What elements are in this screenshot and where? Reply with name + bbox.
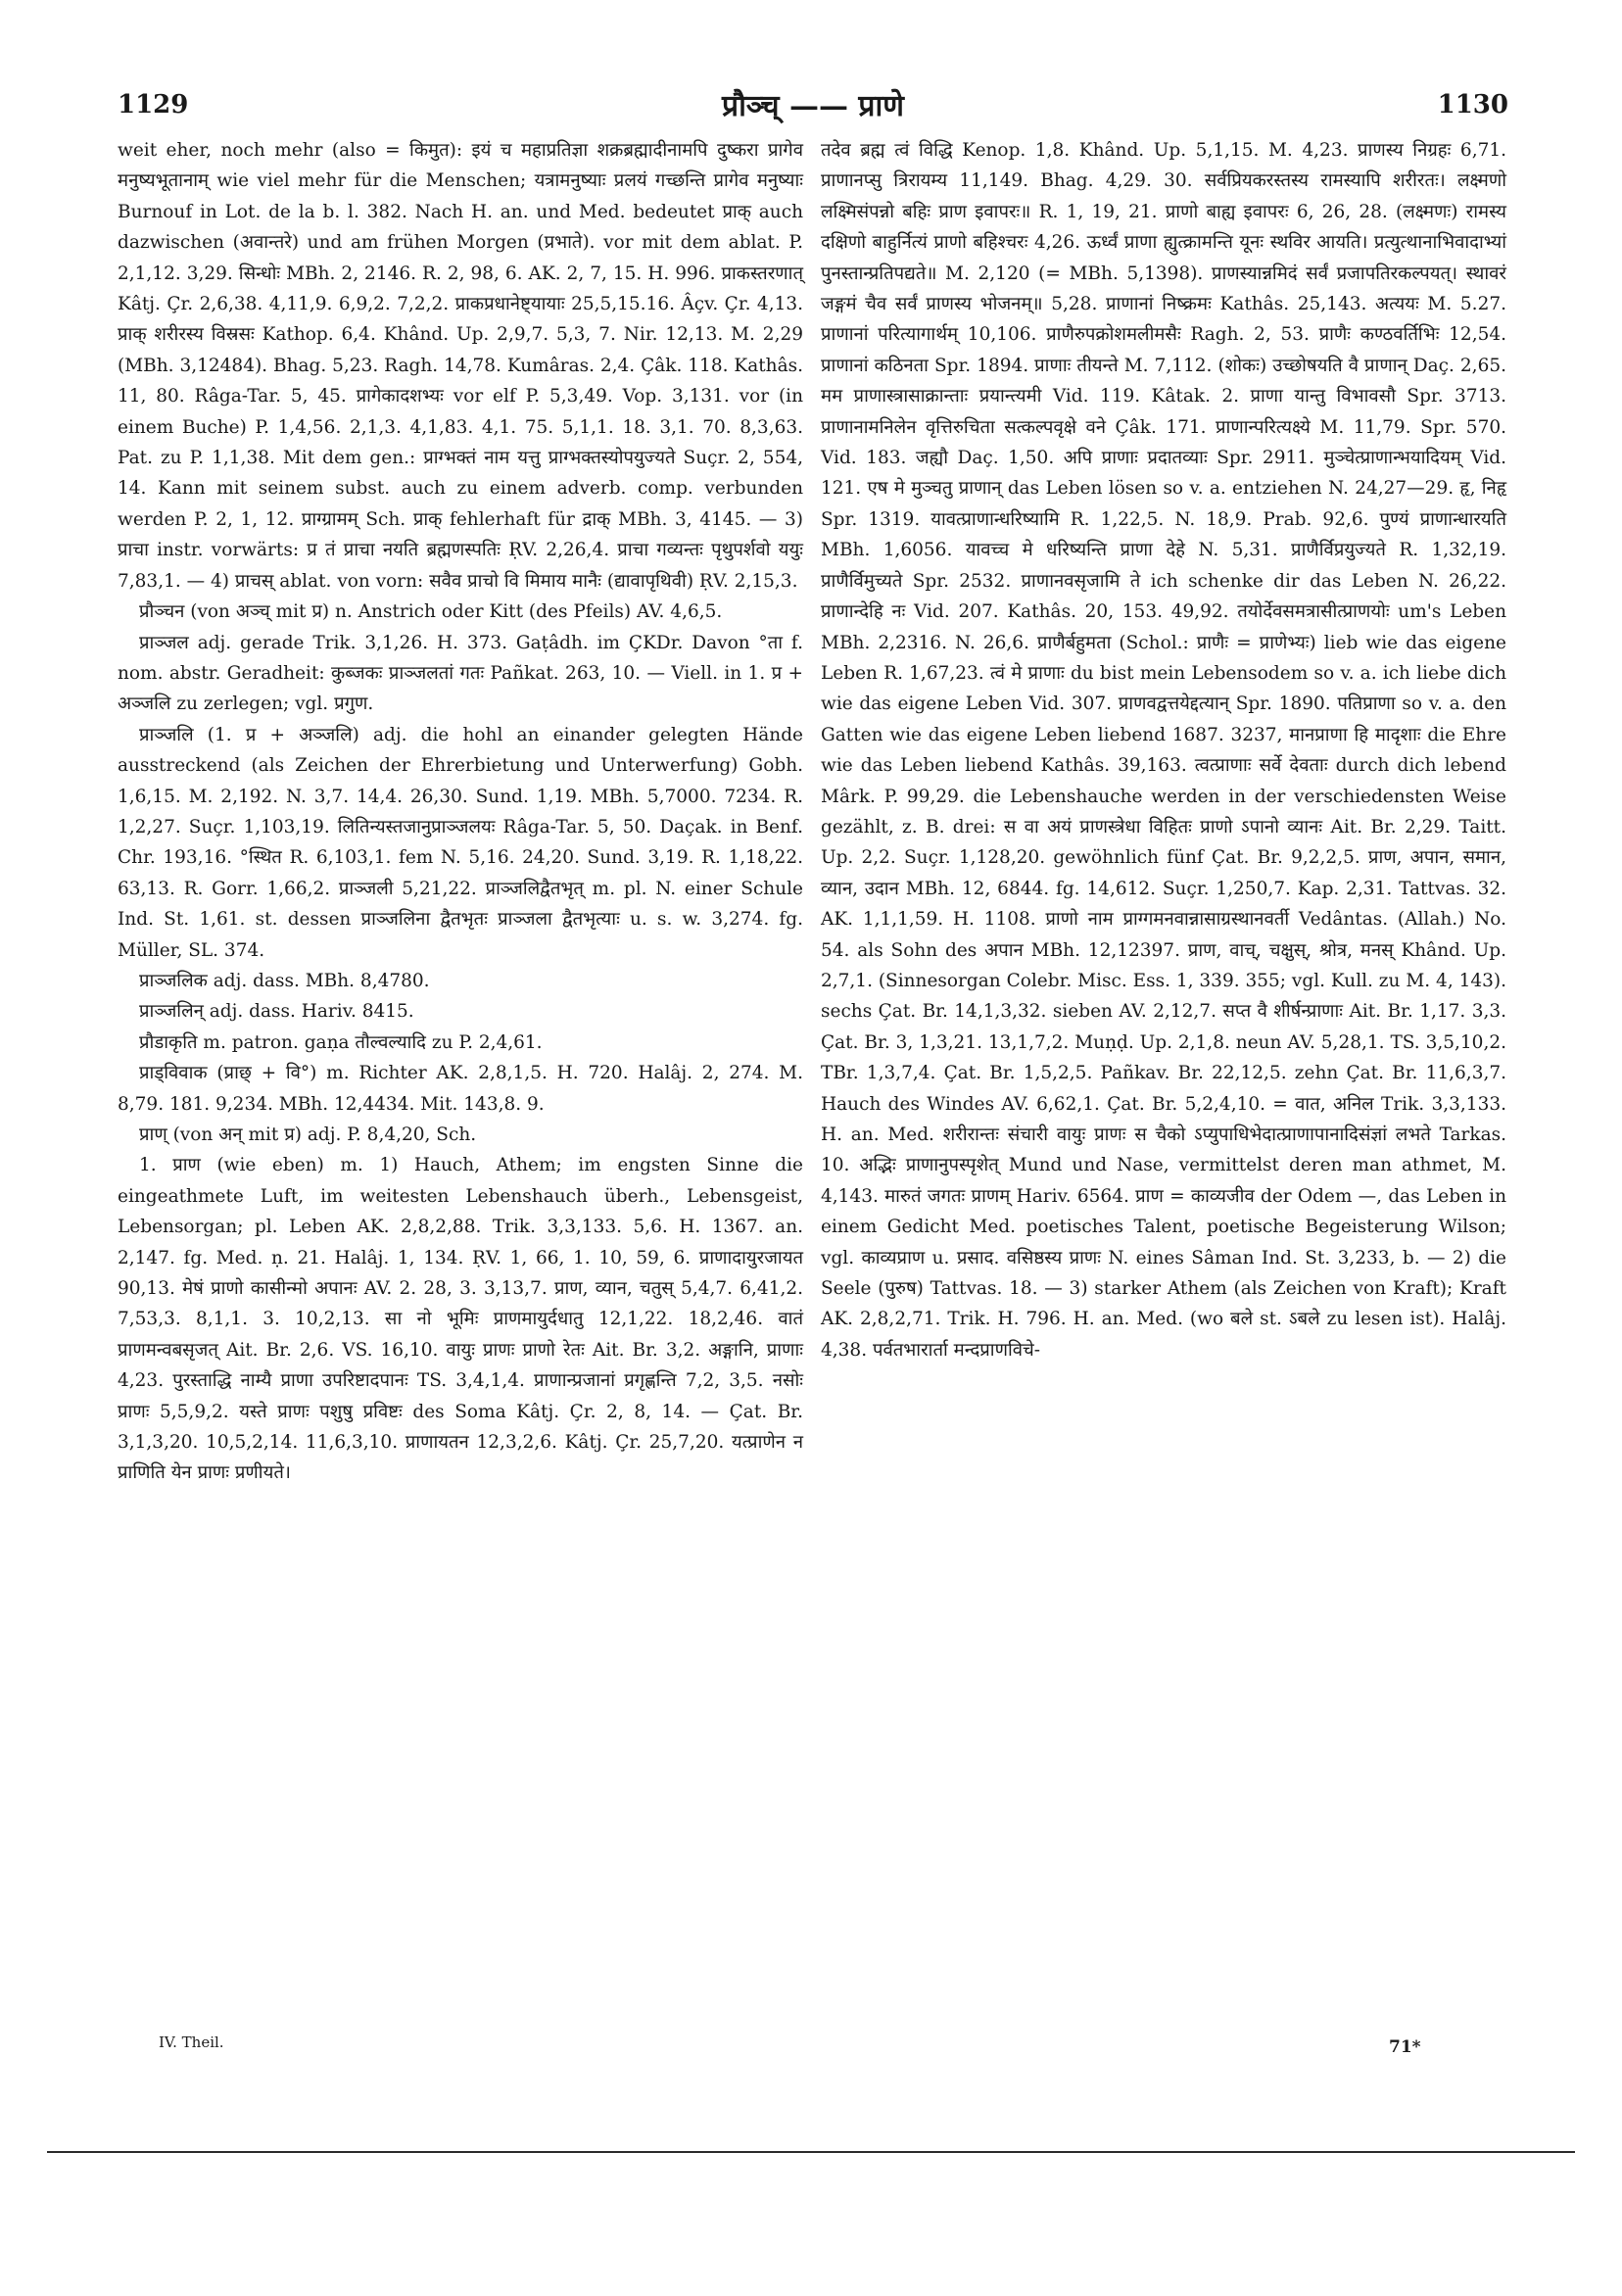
signature-mark: 71* — [1389, 2037, 1421, 2057]
page-header — [118, 90, 1508, 129]
entry-pranjali: प्राञ्जलि (1. प्र + अञ्जलि) adj. die hohl an einander gelegten Hände ausstreckend (als Zeichen der Ehrerbietung und Unterwerfung) Gobh. 1,6,15. M. 2,192. N. 3,7. 14,4. 26,30. Sund. 1,19. MBh. 5,7000. 7234. R. 1,2,27. Suçr. 1,103,19. लितिन्यस्तजानुप्राञ्जलयः Râga-Tar. 5, 50. Daçak. in Benf. Chr. 193,16. °स्थित R. 6,103,1. fem N. 5,16. 24,20. Sund. 3,19. R. 1,18,22. 63,13. R. Gorr. 1,66,2. प्राञ्जली 5,21,22. प्राञ्जलिद्वैतभृत् m. pl. N. einer Schule Ind. St. 1,61. st. dessen प्राञ्जलिना द्वैतभृतः प्राञ्जला द्वैतभृत्याः u. s. w. 3,274. fg. Müller, SL. 374. — [118, 724, 803, 961]
running-head: प्रौञ्च् —— प्राणे — [722, 89, 904, 123]
page-number-right: 1130 — [1437, 90, 1508, 120]
entry-prana: 1. प्राण (wie eben) m. 1) Hauch, Athem; im engsten Sinne die eingeathmete Luft, im weitesten Lebenshauch überh., Lebensgeist, Lebensorgan; pl. Leben AK. 2,8,2,88. Trik. 3,3,133. 5,6. H. 1367. an. 2,147. fg. Med. ṇ. 21. Halâj. 1, 134. ṚV. 1, 66, 1. 10, 59, 6. प्राणादायुरजायत 90,13. मेषं प्राणो कासीन्मो अपानः AV. 2. 28, 3. 3,13,7. प्राण, व्यान, चतुस् 5,4,7. 6,41,2. 7,53,3. 8,1,1. 3. 10,2,13. सा नो भूमिः प्राणमायुर्दधातु 12,1,22. 18,2,46. वातं प्राणमन्वबसृजत् Ait. Br. 2,6. VS. 16,10. वायुः प्राणः प्राणो रेतः Ait. Br. 3,2. अङ्गानि, प्राणाः 4,23. पुरस्ताद्धि नाम्यै प्राणा उपरिष्टादपानः TS. 3,4,1,4. प्राणान्प्रजानां प्रगृह्णन्ति 7,2, 3,5. नसोः प्राणः 5,5,9,2. यस्ते प्राणः पशुषु प्रविष्टः des Soma Kâtj. Çr. 2, 8, 14. — Çat. Br. 3,1,3,20. 10,5,2,14. 11,6,3,10. प्राणायतन 12,3,2,6. Kâtj. Çr. 25,7,20. यत्प्राणेन न प्राणिति येन प्राणः प्रणीयते। — [118, 1155, 803, 1484]
entry-praudakrti: प्रौडाकृति m. patron. gaṇa तौल्वल्यादि zu P. 2,4,61. — [139, 1031, 543, 1053]
entry-prana-continued: तदेव ब्रह्म त्वं विद्धि Kenop. 1,8. Khând. Up. 5,1,15. M. 4,23. प्राणस्य निग्रहः 6,71. प्राणानप्सु त्रिरायम्य 11,149. Bhag. 4,29. 30. सर्वप्रियकरस्तस्य रामस्यापि शरीरतः। लक्ष्मणो लक्ष्मिसंपन्नो बहिः प्राण इवापरः॥ R. 1, 19, 21. प्राणो बाह्य इवापरः 6, 26, 28. (लक्ष्मणः) रामस्य दक्षिणो बाहुर्नित्यं प्राणो बहिश्चरः 4,26. ऊर्ध्वं प्राणा ह्युत्क्रामन्ति यूनः स्थविर आयति। प्रत्युत्थानाभिवादाभ्यां पुनस्तान्प्रतिपद्यते॥ M. 2,120 (= MBh. 5,1398). प्राणस्यान्नमिदं सर्वं प्रजापतिरकल्पयत्। स्थावरं जङ्गमं चैव सर्वं प्राणस्य भोजनम्॥ 5,28. प्राणानां निष्क्रमः Kathâs. 25,143. अत्ययः M. 5.27. प्राणानां परित्यागार्थम् 10,106. प्राणैरुपक्रोशमलीमसैः Ragh. 2, 53. प्राणैः कण्ठवर्तिभिः 12,54. प्राणानां कठिनता Spr. 1894. प्राणाः तीयन्ते M. 7,112. (शोकः) उच्छोषयति वै प्राणान् Daç. 2,65. मम प्राणास्त्रासाक्रान्ताः प्रयान्त्यमी Vid. 119. Kâtak. 2. प्राणा यान्तु विभावसौ Spr. 3713. प्राणानामनिलेन वृत्तिरुचिता सत्कल्पवृक्षे वने Çâk. 171. प्राणान्परित्यक्ष्ये M. 11,79. Spr. 570. Vid. 183. जह्यौ Daç. 1,50. अपि प्राणाः प्रदातव्याः Spr. 2911. मुञ्चेत्प्राणान्भयादियम् Vid. 121. एष मे मुञ्चतु प्राणान् das Leben lösen so v. a. entziehen N. 24,27—29. हृ, निहृ Spr. 1319. यावत्प्राणान्धरिष्यामि R. 1,22,5. N. 18,9. Prab. 92,6. पुण्यं प्राणान्धारयति MBh. 1,6056. यावच्च मे धरिष्यन्ति प्राणा देहे N. 5,31. प्राणैर्विप्रयुज्यते R. 1,32,19. प्राणैर्विमुच्यते Spr. 2532. प्राणानवसृजामि ते ich schenke dir das Leben N. 26,22. प्राणान्देहि नः Vid. 207. Kathâs. 20, 153. 49,92. तयोर्देवसमत्रासीत्प्राणयोः um's Leben MBh. 2,2316. N. 26,6. प्राणैर्बहुमता (Schol.: प्राणैः = प्राणेभ्यः) lieb wie das eigene Leben R. 1,67,23. त्वं मे प्राणाः du bist mein Lebensodem so v. a. ich liebe dich wie das eigene Leben Vid. 307. प्राणवद्वत्तयेद्दत्यान् Spr. 1890. पतिप्राणा so v. a. den Gatten wie das eigene Leben liebend 1687. 3237, मानप्राणा हि मादृशाः die Ehre wie das Leben liebend Kathâs. 39,163. त्वत्प्राणाः सर्वे देवताः durch dich lebend Mârk. P. 99,29. die Lebenshauche werden in der verschiedensten Weise gezählt, z. B. drei: स वा अयं प्राणस्त्रेधा विहितः प्राणो ऽपानो व्यानः Ait. Br. 2,29. Taitt. Up. 2,2. Suçr. 1,128,20. gewöhnlich fünf Çat. Br. 9,2,2,5. प्राण, अपान, समान, व्यान, उदान MBh. 12, 6844. fg. 14,612. Suçr. 1,250,7. Kap. 2,31. Tattvas. 32. AK. 1,1,1,59. H. 1108. प्राणो नाम प्राग्गमनवान्नासाग्रस्थानवर्ती Vedântas. (Allah.) No. 54. als Sohn des अपान MBh. 12,12397. प्राण, वाच्, चक्षुस्, श्रोत्र, मनस् Khând. Up. 2,7,1. (Sinnesorgan Colebr. Misc. Ess. 1, 339. 355; vgl. Kull. zu M. 4, 143). sechs Çat. Br. 14,1,3,32. sieben AV. 2,12,7. सप्त वै शीर्षन्प्राणाः Ait. Br. 1,17. 3,3. Çat. Br. 3, 1,3,21. 13,1,7,2. Muṇḍ. Up. 2,1,8. neun AV. 5,28,1. TS. 3,5,10,2. TBr. 1,3,7,4. Çat. Br. 1,5,2,5. Pañkav. Br. 22,12,5. zehn Çat. Br. 11,6,3,7. Hauch des Windes AV. 6,62,1. Çat. Br. 5,2,4,10. = वात, अनिल Trik. 3,3,133. H. an. Med. शरीरान्तः संचारी वायुः प्राणः स चैको ऽप्युपाधिभेदात्प्राणापानादिसंज्ञां लभते Tarkas. 10. अद्भिः प्राणानुपस्पृशेत् Mund und Nase, vermittelst deren man athmet, M. 4,143. मारुतं जगतः प्राणम् Hariv. 6564. प्राण = काव्यजीव der Odem —, das Leben in einem Gedicht Med. poetisches Talent, poetische Begeisterung Wilson; vgl. काव्यप्राण u. प्रसाद. वसिष्ठस्य प्राणः N. eines Sâman Ind. St. 3,233, b. — 2) die Seele (पुरुष) Tattvas. 18. — 3) starker Athem (als Zeichen von Kraft); Kraft AK. 2,8,2,71. Trik. H. 796. H. an. Med. (wo बले st. ऽबले zu lesen ist). Halâj. 4,38. पर्वतभारार्ता मन्दप्राणविचे- — [821, 140, 1506, 1361]
entry-pradvivaka: प्राड्विवाक (प्राछ् + वि°) m. Richter AK. 2,8,1,5. H. 720. Halâj. 2, 274. M. 8,79. 181. 9,234. MBh. 12,4434. Mit. 143,8. 9. — [118, 1063, 803, 1115]
entry-pranjalin: प्राञ्जलिन् adj. dass. Hariv. 8415. — [139, 1001, 414, 1023]
entry-continuation: weit eher, noch mehr (also = किमुत): इयं च महाप्रतिज्ञा शक्रब्रह्मादीनामपि दुष्करा प्रागेव मनुष्यभूतानाम् wie viel mehr für die Menschen; यत्रामनुष्याः प्रलयं गच्छन्ति प्रागेव मनुष्याः Burnouf in Lot. de la b. l. 382. Nach H. an. und Med. bedeutet प्राक् auch dazwischen (अवान्तरे) und am frühen Morgen (प्रभाते). vor mit dem ablat. P. 2,1,12. 3,29. सिन्धोः MBh. 2, 2146. R. 2, 98, 6. AK. 2, 7, 15. H. 996. प्राकस्तरणात् Kâtj. Çr. 2,6,38. 4,11,9. 6,9,2. 7,2,2. प्राकप्रधानेष्ट्यायाः 25,5,15.16. Âçv. Çr. 4,13. प्राक् शरीरस्य विस्रसः Kathop. 6,4. Khând. Up. 2,9,7. 5,3, 7. Nir. 12,13. M. 2,29 (MBh. 3,12484). Bhag. 5,23. Ragh. 14,78. Kumâras. 2,4. Çâk. 118. Kathâs. 11, 80. Râga-Tar. 5, 45. प्रागेकादशभ्यः vor elf P. 5,3,49. Vop. 3,131. vor (in einem Buche) P. 1,4,56. 2,1,3. 4,1,83. 4,1. 75. 5,1,1. 18. 3,1. 70. 8,3,63. Pat. zu P. 1,1,38. Mit dem gen.: प्राग्भक्तं नाम यत्तु प्राग्भक्तस्योपयुज्यते Suçr. 2, 554, 14. Kann mit seinem subst. auch zu einem adverb. comp. verbunden werden P. 2, 1, 12. प्राग्ग्रामम् Sch. प्राक् fehlerhaft für द्राक् MBh. 3, 4145. — 3) प्राचा instr. vorwärts: प्र तं प्राचा नयति ब्रह्मणस्पतिः ṚV. 2,26,4. प्राचा गव्यन्तः पृथुपर्शवो ययुः 7,83,1. — 4) प्राचस् ablat. von vorn: सवैव प्राचो वि मिमाय मानैः (द्यावापृथिवी) ṚV. 2,15,3. — [118, 140, 803, 592]
page-number-left: 1129 — [118, 90, 189, 120]
entry-praunchana: प्रौञ्चन (von अञ्च् mit प्र) n. Anstrich oder Kitt (des Pfeils) AV. 4,6,5. — [139, 601, 723, 623]
volume-label: IV. Theil. — [159, 2033, 224, 2051]
bottom-rule — [47, 2151, 1575, 2153]
entry-pran: प्राण् (von अन् mit प्र) adj. P. 8,4,20, Sch. — [139, 1124, 477, 1145]
entry-pranjalika: प्राञ्जलिक adj. dass. MBh. 8,4780. — [139, 970, 430, 991]
entry-pranjala: प्राञ्जल adj. gerade Trik. 3,1,26. H. 373. Gaṭâdh. im ÇKDr. Davon °ता f. nom. abstr. Geradheit: कुब्जकः प्राञ्जलतां गतः Pañkat. 263, 10. — Viell. in 1. प्र + अञ्जलि zu zerlegen; vgl. प्रगुण. — [118, 632, 803, 715]
right-column — [821, 135, 1506, 1365]
left-column — [118, 135, 803, 1489]
